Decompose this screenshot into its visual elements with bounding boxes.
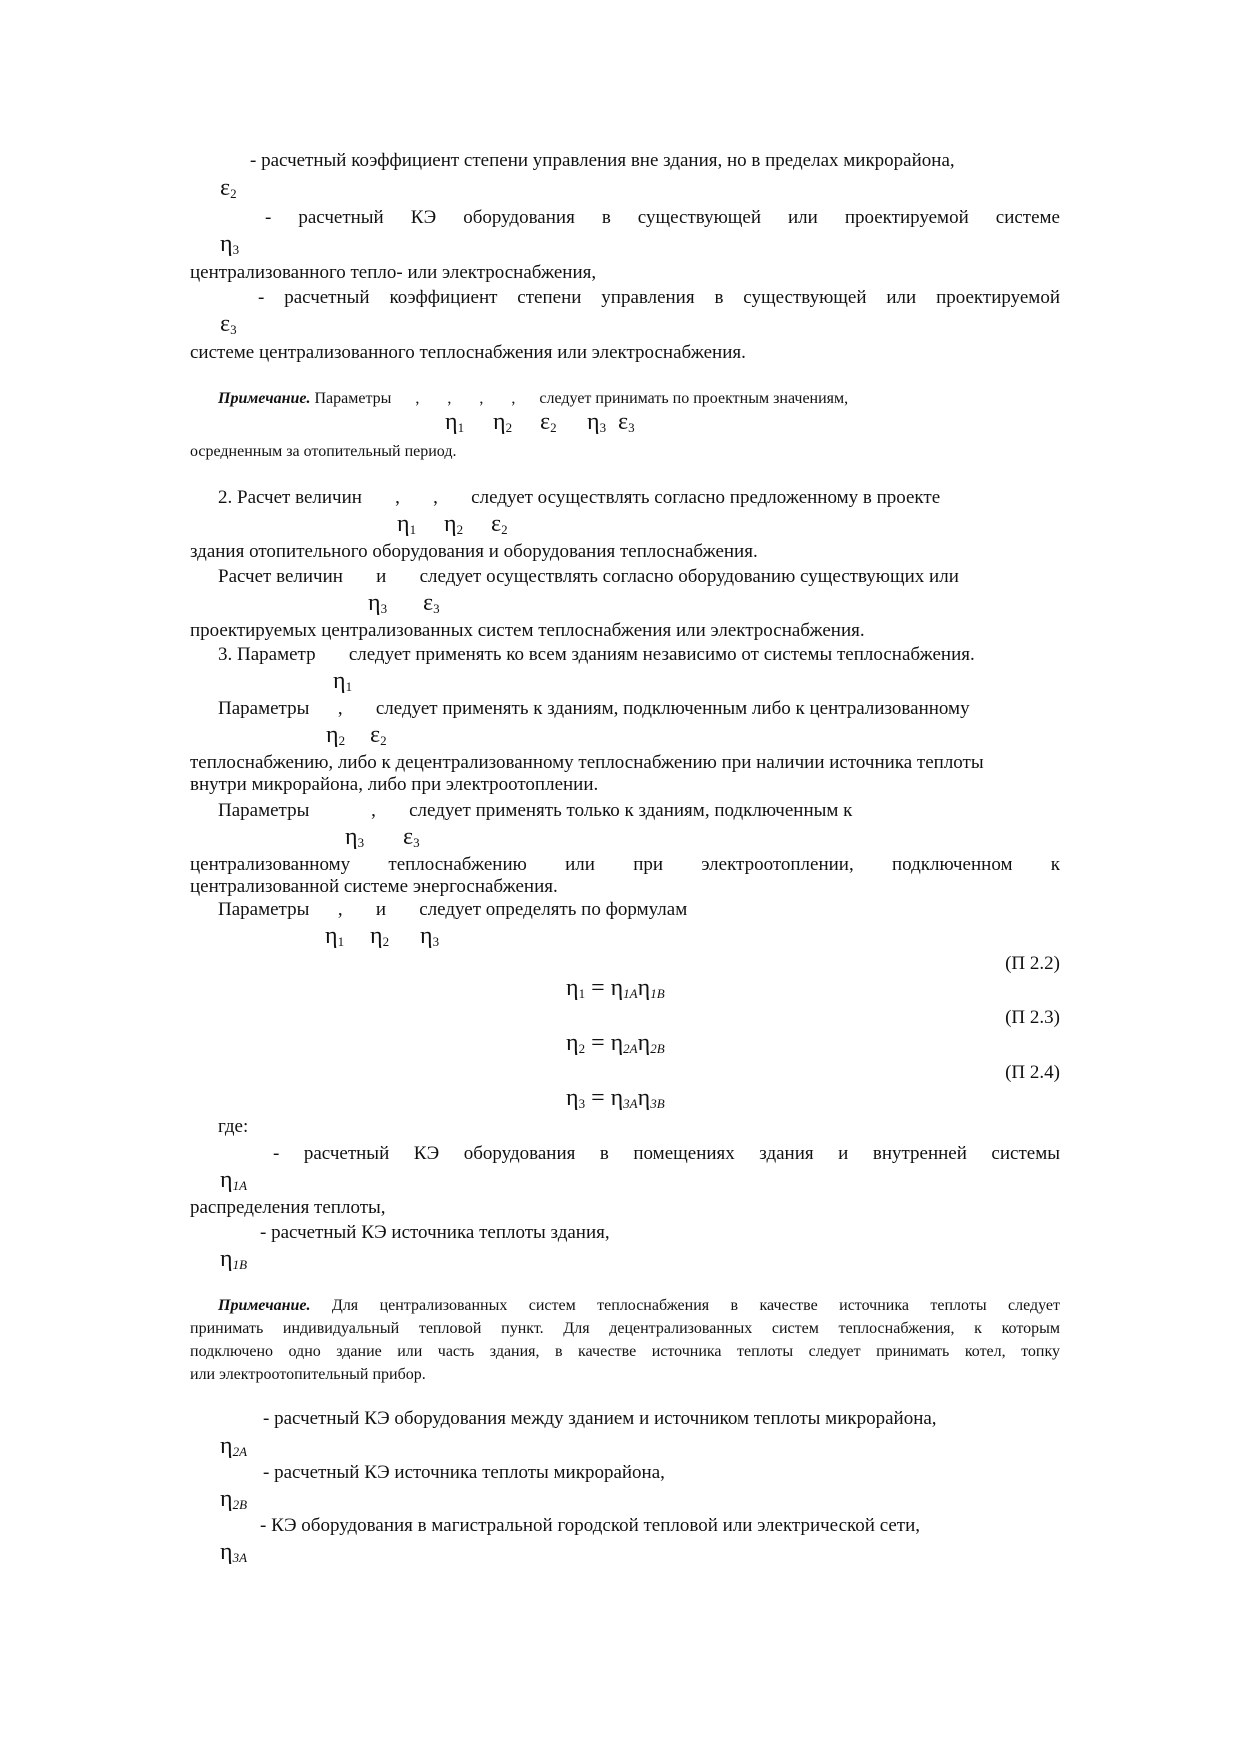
symbol-epsilon-3: $\varepsilon_3$ (220, 311, 237, 337)
text-line: централизованного тепло- или электроснабжения, (190, 262, 597, 283)
text-line: - расчетный коэффициент степени управления в существующей или проектируемой (258, 287, 1060, 308)
symbol-eta-3: $\eta_3$ (587, 409, 607, 435)
text-line: централизованному теплоснабжению или при электроотоплении, подключенном к (190, 854, 1060, 875)
text-line: внутри микрорайона, либо при электроотоплении. (190, 774, 599, 795)
note-label: Примечание. (218, 1297, 311, 1314)
text-line: проектируемых централизованных систем теплоснабжения или электроснабжения. (190, 620, 865, 641)
text-line: подключено одно здание или часть здания, в качестве источника теплоты следует принимать котел, топку (190, 1343, 1060, 1360)
symbol-eta-1: $\eta_1$ (325, 923, 345, 949)
text-line: принимать индивидуальный тепловой пункт. Для децентрализованных систем теплоснабжения, к которым (190, 1320, 1060, 1337)
text-line: 2. Расчет величин , , следует осуществлять согласно предложенному в проекте (218, 487, 941, 508)
symbol-eta-3a: $\eta_{3A}$ (220, 1539, 248, 1565)
text-line: осредненным за отопительный период. (190, 443, 457, 460)
equation-number: (П 2.3) (1005, 1007, 1060, 1028)
symbol-eta-3: $\eta_3$ (345, 824, 365, 850)
equation-p2-4: $\eta_3 = \eta_{3A}\eta_{3B}$ (566, 1085, 665, 1111)
text-line: системе централизованного теплоснабжения или электроснабжения. (190, 342, 746, 363)
symbol-eta-1: $\eta_1$ (445, 409, 465, 435)
text-line: централизованной системе энергоснабжения. (190, 876, 558, 897)
symbol-eta-2: $\eta_2$ (370, 923, 390, 949)
text-line: Параметры , следует применять только к зданиям, подключенным к (218, 800, 853, 821)
text-line: - расчетный КЭ оборудования между зданием и источником теплоты микрорайона, (263, 1408, 937, 1429)
text-line: 3. Параметр следует применять ко всем зданиям независимо от системы теплоснабжения. (218, 644, 975, 665)
symbol-epsilon-2: $\varepsilon_2$ (491, 511, 508, 537)
symbol-eta-3: $\eta_3$ (420, 923, 440, 949)
symbol-eta-1b: $\eta_{1B}$ (220, 1246, 248, 1272)
text-line: Параметры , следует применять к зданиям, подключенным либо к централизованному (218, 698, 970, 719)
equation-p2-2: $\eta_1 = \eta_{1A}\eta_{1B}$ (566, 975, 665, 1001)
text-line: теплоснабжению, либо к децентрализованному теплоснабжению при наличии источника теплоты (190, 752, 984, 773)
note-label: Примечание. (218, 390, 311, 407)
note-1 (218, 389, 1060, 409)
symbol-epsilon-2: $\varepsilon_2$ (370, 722, 387, 748)
symbol-epsilon-3: $\varepsilon_3$ (403, 824, 420, 850)
text-line: или электроотопительный прибор. (190, 1366, 426, 1383)
symbol-epsilon-2: $\varepsilon_2$ (540, 409, 557, 435)
symbol-eta-2b: $\eta_{2B}$ (220, 1486, 248, 1512)
text-line: где: (218, 1116, 249, 1137)
note-text: Для централизованных систем теплоснабжения в качестве источника теплоты следует (331, 1297, 1060, 1314)
symbol-eta-1a: $\eta_{1A}$ (220, 1167, 248, 1193)
text-line: - расчетный КЭ источника теплоты микрорайона, (263, 1462, 665, 1483)
text-line: - расчетный КЭ оборудования в существующей или проектируемой системе (265, 207, 1060, 228)
symbol-eta-2: $\eta_2$ (444, 511, 464, 537)
text-line: - расчетный коэффициент степени управления вне здания, но в пределах микрорайона, (250, 150, 955, 171)
text-line: распределения теплоты, (190, 1197, 386, 1218)
equation-number: (П 2.4) (1005, 1062, 1060, 1083)
symbol-epsilon-3: $\varepsilon_3$ (423, 590, 440, 616)
text-line: здания отопительного оборудования и оборудования теплоснабжения. (190, 541, 758, 562)
text-line: Расчет величин и следует осуществлять согласно оборудованию существующих или (218, 566, 959, 587)
symbol-epsilon-2: $\varepsilon_2$ (220, 175, 237, 201)
symbol-eta-2: $\eta_2$ (326, 722, 346, 748)
symbol-eta-1: $\eta_1$ (333, 668, 353, 694)
symbol-eta-1: $\eta_1$ (397, 511, 417, 537)
symbol-eta-2a: $\eta_{2A}$ (220, 1433, 248, 1459)
symbol-eta-2: $\eta_2$ (493, 409, 513, 435)
equation-p2-3: $\eta_2 = \eta_{2A}\eta_{2B}$ (566, 1030, 665, 1056)
note-2 (218, 1296, 1060, 1316)
equation-number: (П 2.2) (1005, 953, 1060, 974)
note-text: Параметры , , , , следует принимать по проектным значениям, (314, 390, 849, 407)
text-line: Параметры , и следует определять по формулам (218, 899, 688, 920)
text-line: - расчетный КЭ оборудования в помещениях здания и внутренней системы (273, 1143, 1060, 1164)
symbol-eta-3: $\eta_3$ (220, 231, 240, 257)
text-line: - расчетный КЭ источника теплоты здания, (260, 1222, 610, 1243)
symbol-eta-3: $\eta_3$ (368, 590, 388, 616)
text-line: - КЭ оборудования в магистральной городской тепловой или электрической сети, (260, 1515, 921, 1536)
symbol-epsilon-3: $\varepsilon_3$ (618, 409, 635, 435)
